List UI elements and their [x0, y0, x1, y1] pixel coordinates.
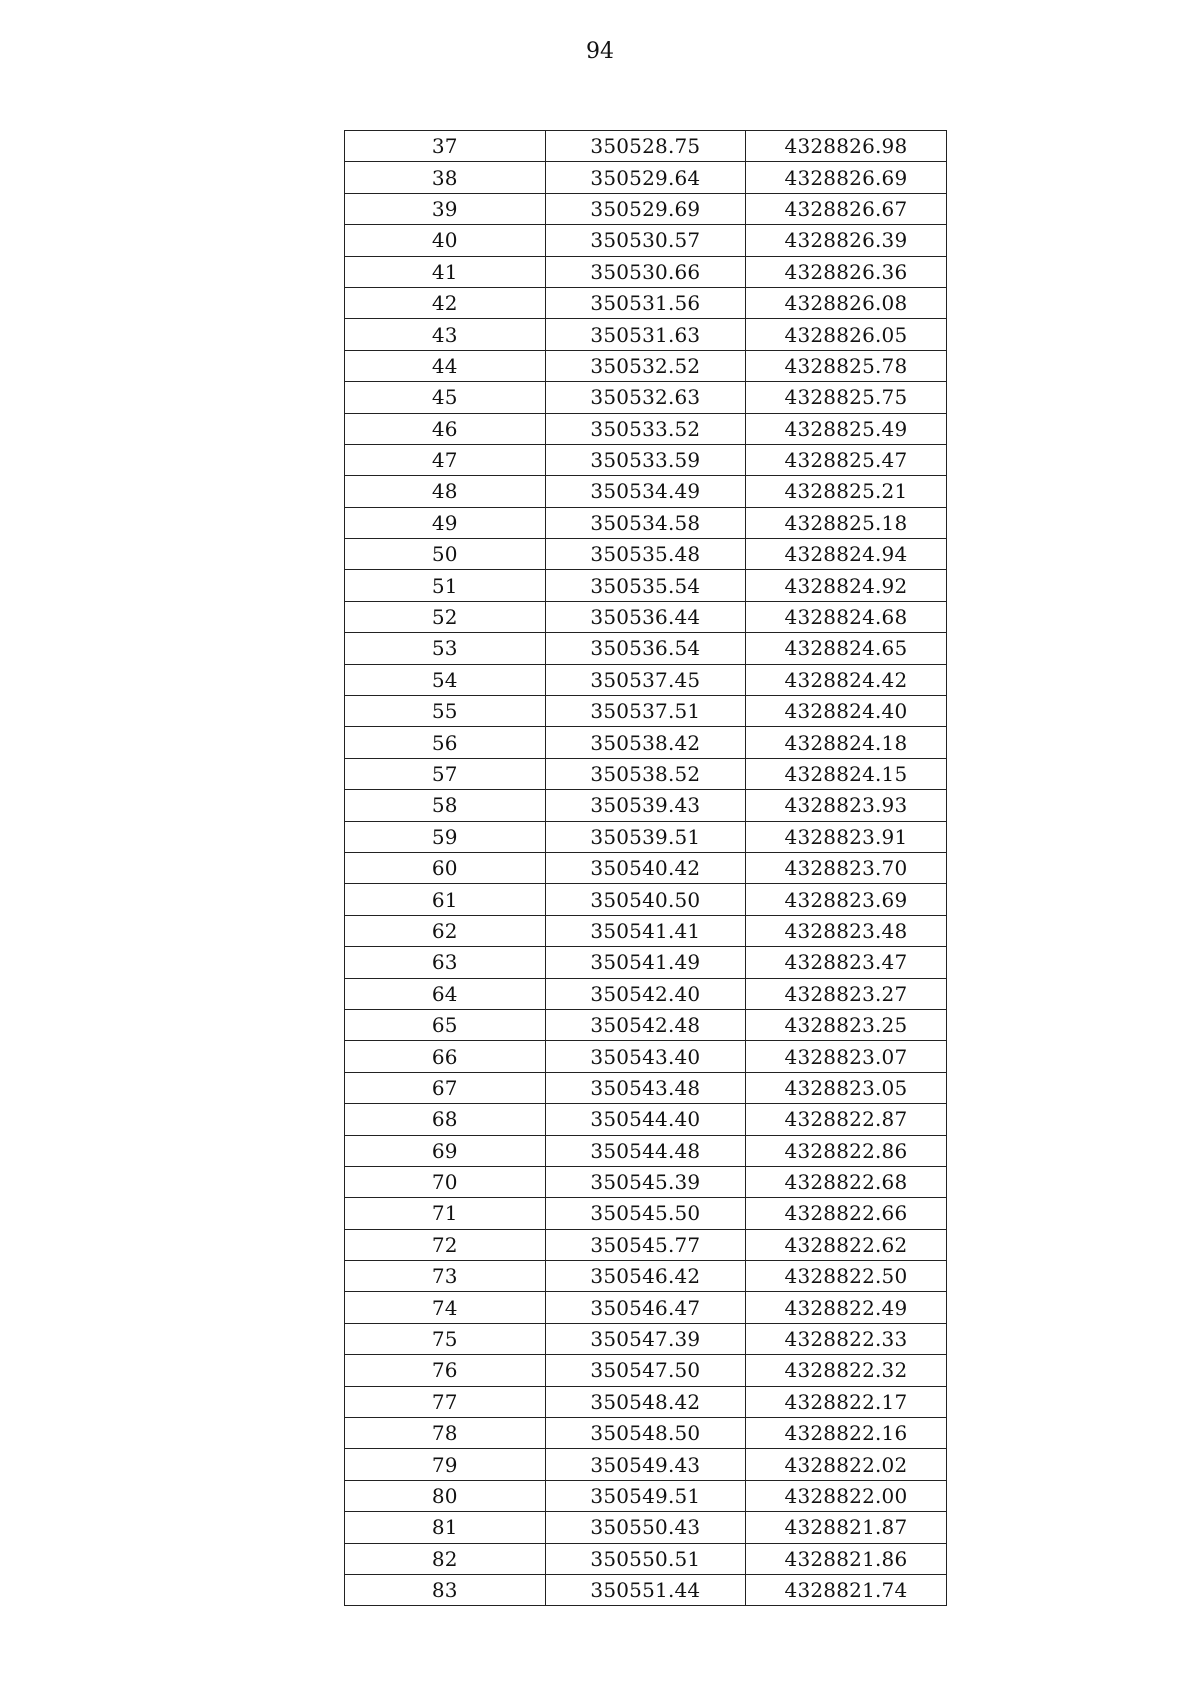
y-coordinate-cell: 4328823.25	[746, 1009, 947, 1040]
point-number-cell: 43	[345, 319, 546, 350]
table-row	[345, 1261, 947, 1292]
table-row	[345, 225, 947, 256]
x-coordinate-cell: 350541.41	[545, 915, 746, 946]
y-coordinate-cell: 4328821.87	[746, 1512, 947, 1543]
page-number: 94	[586, 39, 614, 64]
y-coordinate-cell: 4328825.21	[746, 476, 947, 507]
x-coordinate-cell: 350531.56	[545, 287, 746, 318]
table-row	[345, 633, 947, 664]
y-coordinate-cell: 4328822.33	[746, 1323, 947, 1354]
point-number-cell: 37	[345, 131, 546, 162]
table-row	[345, 507, 947, 538]
x-coordinate-cell: 350545.50	[545, 1198, 746, 1229]
table-row	[345, 1449, 947, 1480]
point-number-cell: 58	[345, 790, 546, 821]
table-row	[345, 1574, 947, 1605]
table-row	[345, 131, 947, 162]
y-coordinate-cell: 4328824.65	[746, 633, 947, 664]
y-coordinate-cell: 4328823.05	[746, 1072, 947, 1103]
point-number-cell: 46	[345, 413, 546, 444]
point-number-cell: 62	[345, 915, 546, 946]
point-number-cell: 47	[345, 444, 546, 475]
y-coordinate-cell: 4328822.16	[746, 1418, 947, 1449]
x-coordinate-cell: 350533.52	[545, 413, 746, 444]
x-coordinate-cell: 350547.39	[545, 1323, 746, 1354]
point-number-cell: 44	[345, 350, 546, 381]
x-coordinate-cell: 350537.51	[545, 696, 746, 727]
x-coordinate-cell: 350536.54	[545, 633, 746, 664]
table-row	[345, 758, 947, 789]
y-coordinate-cell: 4328822.62	[746, 1229, 947, 1260]
point-number-cell: 83	[345, 1574, 546, 1605]
table-row	[345, 1104, 947, 1135]
table-row	[345, 1292, 947, 1323]
y-coordinate-cell: 4328822.50	[746, 1261, 947, 1292]
point-number-cell: 42	[345, 287, 546, 318]
x-coordinate-cell: 350539.43	[545, 790, 746, 821]
table-row	[345, 1543, 947, 1574]
table-row	[345, 884, 947, 915]
x-coordinate-cell: 350550.43	[545, 1512, 746, 1543]
y-coordinate-cell: 4328826.08	[746, 287, 947, 318]
point-number-cell: 49	[345, 507, 546, 538]
x-coordinate-cell: 350538.52	[545, 758, 746, 789]
point-number-cell: 61	[345, 884, 546, 915]
table-row	[345, 947, 947, 978]
y-coordinate-cell: 4328823.47	[746, 947, 947, 978]
x-coordinate-cell: 350540.50	[545, 884, 746, 915]
y-coordinate-cell: 4328823.48	[746, 915, 947, 946]
x-coordinate-cell: 350534.49	[545, 476, 746, 507]
x-coordinate-cell: 350536.44	[545, 601, 746, 632]
point-number-cell: 40	[345, 225, 546, 256]
point-number-cell: 70	[345, 1166, 546, 1197]
point-number-cell: 81	[345, 1512, 546, 1543]
table-row	[345, 476, 947, 507]
point-number-cell: 55	[345, 696, 546, 727]
point-number-cell: 73	[345, 1261, 546, 1292]
table-row	[345, 570, 947, 601]
point-number-cell: 80	[345, 1480, 546, 1511]
x-coordinate-cell: 350544.40	[545, 1104, 746, 1135]
y-coordinate-cell: 4328823.07	[746, 1041, 947, 1072]
x-coordinate-cell: 350532.52	[545, 350, 746, 381]
x-coordinate-cell: 350542.40	[545, 978, 746, 1009]
x-coordinate-cell: 350539.51	[545, 821, 746, 852]
y-coordinate-cell: 4328825.47	[746, 444, 947, 475]
table-row	[345, 821, 947, 852]
x-coordinate-cell: 350538.42	[545, 727, 746, 758]
y-coordinate-cell: 4328825.75	[746, 382, 947, 413]
table-row	[345, 1198, 947, 1229]
table-row	[345, 852, 947, 883]
x-coordinate-cell: 350530.66	[545, 256, 746, 287]
table-row	[345, 1512, 947, 1543]
point-number-cell: 59	[345, 821, 546, 852]
point-number-cell: 48	[345, 476, 546, 507]
point-number-cell: 76	[345, 1355, 546, 1386]
y-coordinate-cell: 4328826.05	[746, 319, 947, 350]
y-coordinate-cell: 4328822.32	[746, 1355, 947, 1386]
y-coordinate-cell: 4328824.94	[746, 539, 947, 570]
x-coordinate-cell: 350541.49	[545, 947, 746, 978]
y-coordinate-cell: 4328822.02	[746, 1449, 947, 1480]
y-coordinate-cell: 4328824.18	[746, 727, 947, 758]
x-coordinate-cell: 350549.43	[545, 1449, 746, 1480]
table-row	[345, 1323, 947, 1354]
table-row	[345, 1135, 947, 1166]
y-coordinate-cell: 4328824.68	[746, 601, 947, 632]
y-coordinate-cell: 4328822.49	[746, 1292, 947, 1323]
y-coordinate-cell: 4328822.86	[746, 1135, 947, 1166]
point-number-cell: 57	[345, 758, 546, 789]
table-row	[345, 790, 947, 821]
x-coordinate-cell: 350546.42	[545, 1261, 746, 1292]
point-number-cell: 63	[345, 947, 546, 978]
y-coordinate-cell: 4328824.92	[746, 570, 947, 601]
x-coordinate-cell: 350533.59	[545, 444, 746, 475]
x-coordinate-cell: 350549.51	[545, 1480, 746, 1511]
x-coordinate-cell: 350548.42	[545, 1386, 746, 1417]
point-number-cell: 54	[345, 664, 546, 695]
y-coordinate-cell: 4328825.49	[746, 413, 947, 444]
point-number-cell: 64	[345, 978, 546, 1009]
x-coordinate-cell: 350529.69	[545, 193, 746, 224]
point-number-cell: 75	[345, 1323, 546, 1354]
point-number-cell: 39	[345, 193, 546, 224]
x-coordinate-cell: 350535.54	[545, 570, 746, 601]
x-coordinate-cell: 350545.77	[545, 1229, 746, 1260]
y-coordinate-cell: 4328826.39	[746, 225, 947, 256]
point-number-cell: 56	[345, 727, 546, 758]
x-coordinate-cell: 350528.75	[545, 131, 746, 162]
x-coordinate-cell: 350531.63	[545, 319, 746, 350]
table-row	[345, 1009, 947, 1040]
y-coordinate-cell: 4328824.15	[746, 758, 947, 789]
point-number-cell: 71	[345, 1198, 546, 1229]
y-coordinate-cell: 4328821.74	[746, 1574, 947, 1605]
table-row	[345, 162, 947, 193]
y-coordinate-cell: 4328823.70	[746, 852, 947, 883]
y-coordinate-cell: 4328821.86	[746, 1543, 947, 1574]
y-coordinate-cell: 4328824.40	[746, 696, 947, 727]
table-row	[345, 601, 947, 632]
table-row	[345, 915, 947, 946]
table-row	[345, 664, 947, 695]
x-coordinate-cell: 350543.40	[545, 1041, 746, 1072]
x-coordinate-cell: 350551.44	[545, 1574, 746, 1605]
x-coordinate-cell: 350542.48	[545, 1009, 746, 1040]
point-number-cell: 74	[345, 1292, 546, 1323]
y-coordinate-cell: 4328822.00	[746, 1480, 947, 1511]
point-number-cell: 82	[345, 1543, 546, 1574]
point-number-cell: 68	[345, 1104, 546, 1135]
point-number-cell: 67	[345, 1072, 546, 1103]
point-number-cell: 45	[345, 382, 546, 413]
table-row	[345, 1229, 947, 1260]
point-number-cell: 51	[345, 570, 546, 601]
y-coordinate-cell: 4328826.69	[746, 162, 947, 193]
x-coordinate-cell: 350550.51	[545, 1543, 746, 1574]
y-coordinate-cell: 4328826.67	[746, 193, 947, 224]
x-coordinate-cell: 350548.50	[545, 1418, 746, 1449]
point-number-cell: 72	[345, 1229, 546, 1260]
point-number-cell: 78	[345, 1418, 546, 1449]
point-number-cell: 65	[345, 1009, 546, 1040]
table-row	[345, 413, 947, 444]
x-coordinate-cell: 350545.39	[545, 1166, 746, 1197]
coordinates-table	[344, 130, 947, 1606]
y-coordinate-cell: 4328823.91	[746, 821, 947, 852]
point-number-cell: 41	[345, 256, 546, 287]
point-number-cell: 79	[345, 1449, 546, 1480]
x-coordinate-cell: 350546.47	[545, 1292, 746, 1323]
y-coordinate-cell: 4328824.42	[746, 664, 947, 695]
y-coordinate-cell: 4328823.69	[746, 884, 947, 915]
point-number-cell: 66	[345, 1041, 546, 1072]
table-row	[345, 256, 947, 287]
table-row	[345, 978, 947, 1009]
x-coordinate-cell: 350532.63	[545, 382, 746, 413]
point-number-cell: 60	[345, 852, 546, 883]
x-coordinate-cell: 350537.45	[545, 664, 746, 695]
y-coordinate-cell: 4328822.66	[746, 1198, 947, 1229]
y-coordinate-cell: 4328822.68	[746, 1166, 947, 1197]
y-coordinate-cell: 4328823.27	[746, 978, 947, 1009]
table-row	[345, 444, 947, 475]
table-row	[345, 193, 947, 224]
point-number-cell: 50	[345, 539, 546, 570]
table-row	[345, 1355, 947, 1386]
y-coordinate-cell: 4328825.78	[746, 350, 947, 381]
y-coordinate-cell: 4328823.93	[746, 790, 947, 821]
x-coordinate-cell: 350543.48	[545, 1072, 746, 1103]
table-row	[345, 1480, 947, 1511]
table-row	[345, 1072, 947, 1103]
table-row	[345, 287, 947, 318]
x-coordinate-cell: 350534.58	[545, 507, 746, 538]
table-row	[345, 382, 947, 413]
point-number-cell: 77	[345, 1386, 546, 1417]
x-coordinate-cell: 350540.42	[545, 852, 746, 883]
table-row	[345, 350, 947, 381]
table-row	[345, 727, 947, 758]
table-row	[345, 1041, 947, 1072]
table-row	[345, 1166, 947, 1197]
table-row	[345, 319, 947, 350]
point-number-cell: 52	[345, 601, 546, 632]
x-coordinate-cell: 350535.48	[545, 539, 746, 570]
point-number-cell: 53	[345, 633, 546, 664]
point-number-cell: 38	[345, 162, 546, 193]
point-number-cell: 69	[345, 1135, 546, 1166]
table-row	[345, 696, 947, 727]
table-row	[345, 1386, 947, 1417]
y-coordinate-cell: 4328825.18	[746, 507, 947, 538]
y-coordinate-cell: 4328826.98	[746, 131, 947, 162]
y-coordinate-cell: 4328826.36	[746, 256, 947, 287]
x-coordinate-cell: 350530.57	[545, 225, 746, 256]
x-coordinate-cell: 350544.48	[545, 1135, 746, 1166]
coordinates-table-body	[345, 131, 947, 1606]
y-coordinate-cell: 4328822.17	[746, 1386, 947, 1417]
table-row	[345, 1418, 947, 1449]
table-row	[345, 539, 947, 570]
x-coordinate-cell: 350547.50	[545, 1355, 746, 1386]
x-coordinate-cell: 350529.64	[545, 162, 746, 193]
y-coordinate-cell: 4328822.87	[746, 1104, 947, 1135]
